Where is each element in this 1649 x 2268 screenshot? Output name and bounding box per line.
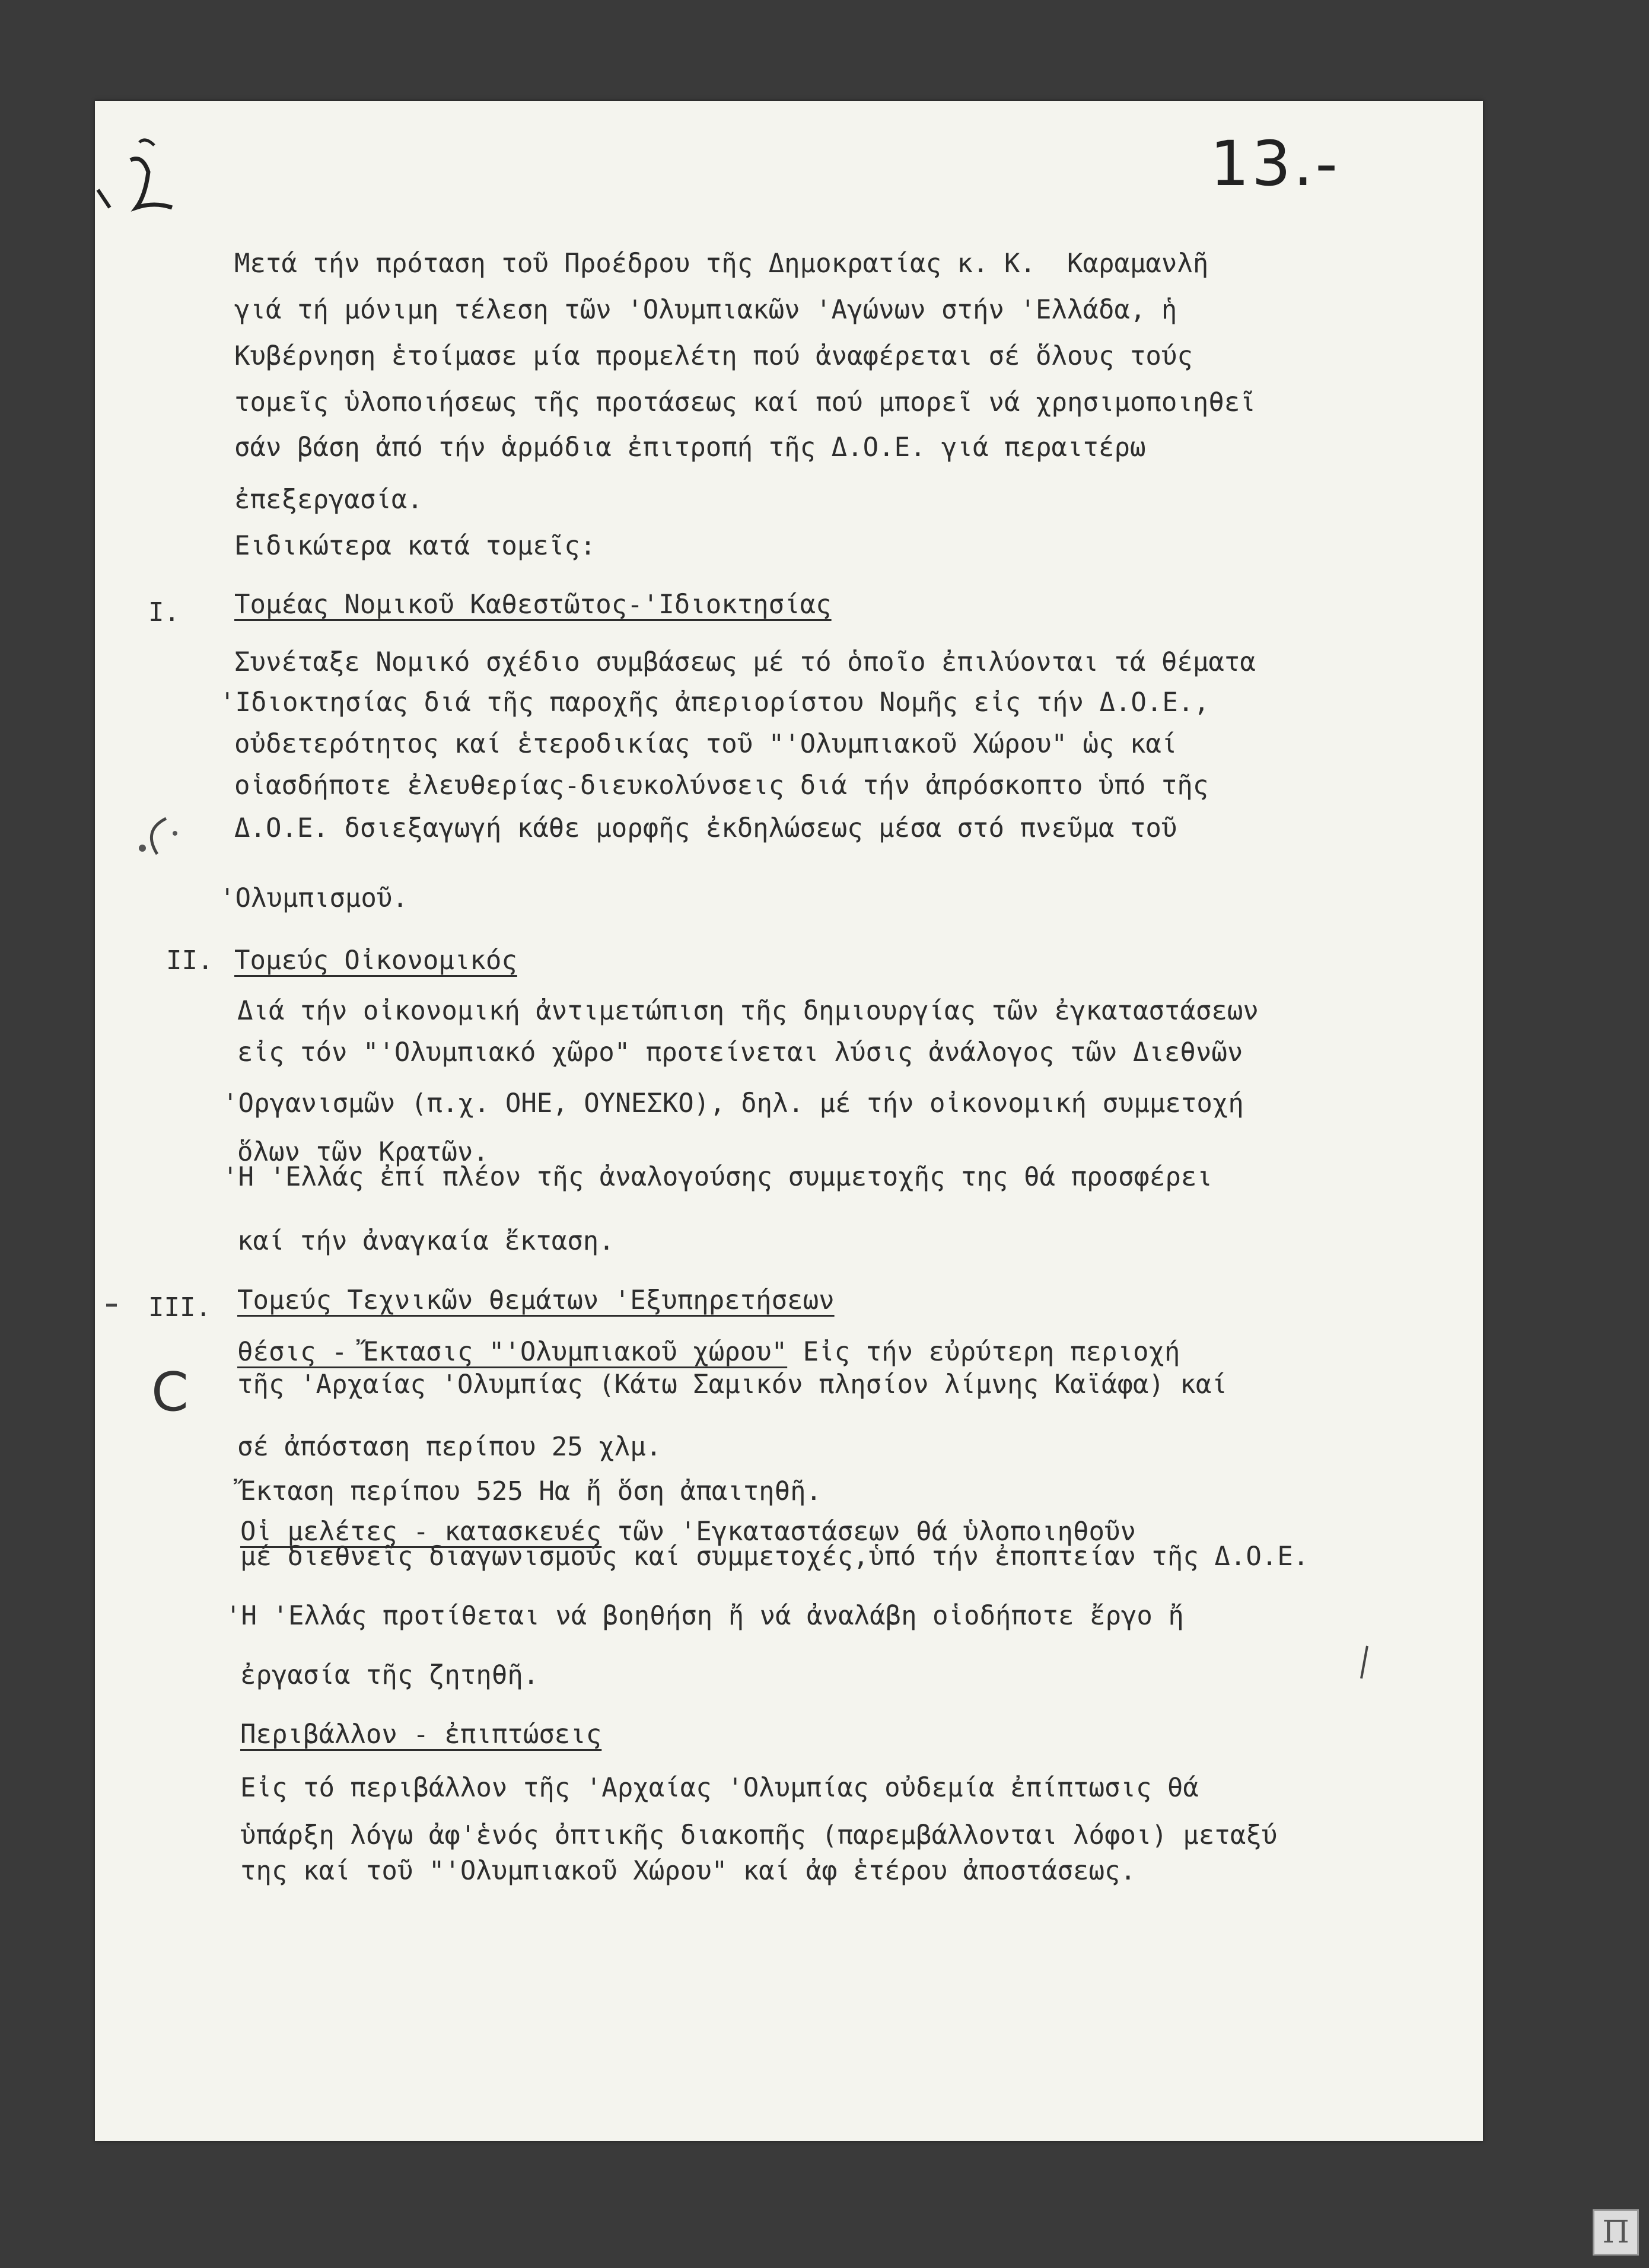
intro-line: ἐπεξεργασία.	[234, 485, 423, 515]
section-heading: Τομεύς Τεχνικῶν θεμάτων 'Εξυπηρετήσεων	[237, 1285, 835, 1315]
subsection-label: θέσις - Ἔκτασις "'Ολυμπιακοῦ χώρου"	[237, 1337, 788, 1367]
handwritten-mark	[130, 813, 196, 866]
subsection-line: τῆς 'Αρχαίας 'Ολυμπίας (Κάτω Σαμικόν πλησίον λίμνης Καϊάφα) καί	[237, 1369, 1227, 1400]
section-line: 'Ιδιοκτησίας διά τῆς παροχῆς ἀπεριορίστου Νομῆς εἰς τήν Δ.Ο.Ε.,	[219, 687, 1209, 718]
subsection-line	[237, 1337, 1180, 1367]
intro-line: σάν βάση ἀπό τήν ἁρμόδια ἐπιτροπή τῆς Δ.Ο.Ε. γιά περαιτέρω	[234, 432, 1146, 463]
intro-line: Κυβέρνηση ἑτοίμασε μία προμελέτη πού ἀναφέρεται σέ ὅλους τούς	[234, 341, 1193, 371]
handwritten-corner-mark	[89, 119, 190, 219]
section-line: Συνέταξε Νομικό σχέδιο συμβάσεως μέ τό ὁποῖο ἐπιλύονται τά θέματα	[234, 647, 1256, 677]
section-line: 'Η 'Ελλάς ἐπί πλέον τῆς ἀναλογούσης συμμετοχῆς της θά προσφέρει	[222, 1162, 1212, 1192]
section-line: καί τήν ἀναγκαία ἔκταση.	[237, 1226, 615, 1256]
section-heading: Τομεύς Οἰκονομικός	[234, 945, 517, 976]
margin-tick	[104, 1299, 122, 1311]
section-line: οἱασδήποτε ἐλευθερίας-διευκολύνσεις διά τήν ἀπρόσκοπτο ὑπό τῆς	[234, 770, 1209, 801]
section-line: 'Ολυμπισμοῦ.	[219, 883, 408, 913]
subsection-line: Εἰς τό περιβάλλον τῆς 'Αρχαίας 'Ολυμπίας οὐδεμία ἐπίπτωσις θά	[240, 1773, 1199, 1803]
subsection-label: Περιβάλλον - ἐπιπτώσεις	[240, 1719, 602, 1750]
subsection-text: Εἰς τήν εὐρύτερη περιοχή	[787, 1337, 1180, 1367]
archive-logo-icon: Π	[1593, 2209, 1639, 2256]
intro-line: γιά τή μόνιμη τέλεση τῶν 'Ολυμπιακῶν 'Αγώνων στήν 'Ελλάδα, ἡ	[234, 295, 1177, 325]
subsection-line: 'Η 'Ελλάς προτίθεται νά βοηθήση ἤ νά ἀναλάβη οἱοδήποτε ἔργο ἤ	[225, 1601, 1184, 1631]
margin-letter: C	[151, 1361, 189, 1423]
section-line: ὅλων τῶν Κρατῶν.	[237, 1137, 489, 1167]
subsection-line: Ἔκταση περίπου 525 Ηα ἤ ὅση ἀπαιτηθῆ.	[240, 1476, 822, 1506]
intro-line: τομεῖς ὑλοποιήσεως τῆς προτάσεως καί πού μπορεῖ νά χρησιμοποιηθεῖ	[234, 387, 1256, 418]
subsection-line: της καί τοῦ "'Ολυμπιακοῦ Χώρου" καί ἀφ ἑτέρου ἀποστάσεως.	[240, 1856, 1136, 1886]
subsection-line: ὑπάρξη λόγω ἀφ'ἑνός ὀπτικῆς διακοπῆς (παρεμβάλλονται λόφοι) μεταξύ	[240, 1820, 1278, 1850]
section-line: Δ.Ο.Ε. δσιεξαγωγή κάθε μορφῆς ἐκδηλώσεως μέσα στό πνεῦμα τοῦ	[234, 813, 1177, 843]
intro-line: Μετά τήν πρόταση τοῦ Προέδρου τῆς Δημοκρατίας κ. Κ. Καραμανλῆ	[234, 249, 1209, 279]
section-line: εἰς τόν "'Ολυμπιακό χῶρο" προτείνεται λύσις ἀνάλογος τῶν Διεθνῶν	[237, 1037, 1243, 1068]
subsection-label: Οἱ μελέτες - κατασκευές	[240, 1517, 602, 1547]
subsection-line: μέ διεθνεῖς διαγωνισμούς καί συμμετοχές,ὑπό τήν ἐποπτείαν τῆς Δ.Ο.Ε.	[240, 1541, 1309, 1572]
handwritten-stroke	[1352, 1643, 1376, 1684]
section-heading: Τομέας Νομικοῦ Καθεστῶτος-'Ιδιοκτησίας	[234, 590, 832, 620]
section-numeral: III.	[148, 1292, 211, 1323]
subsection-text: τῶν 'Εγκαταστάσεων θά ὑλοποιηθοῦν	[601, 1517, 1136, 1547]
intro-line: Ειδικώτερα κατά τομεῖς:	[234, 531, 596, 561]
page-number: 13.-	[1210, 128, 1340, 200]
subsection-line: ἐργασία τῆς ζητηθῆ.	[240, 1660, 539, 1690]
section-line: Διά τήν οἰκονομική ἀντιμετώπιση τῆς δημιουργίας τῶν ἐγκαταστάσεων	[237, 996, 1259, 1026]
section-numeral: II.	[166, 945, 214, 976]
subsection-line: σέ ἀπόσταση περίπου 25 χλμ.	[237, 1432, 662, 1462]
section-numeral: I.	[148, 597, 180, 627]
section-line: οὐδετερότητος καί ἑτεροδικίας τοῦ "'Ολυμπιακοῦ Χώρου" ὡς καί	[234, 729, 1177, 759]
section-line: 'Οργανισμῶν (π.χ. ΟΗΕ, ΟΥΝΕΣΚΟ), δηλ. μέ τήν οἰκονομική συμμετοχή	[222, 1088, 1244, 1119]
